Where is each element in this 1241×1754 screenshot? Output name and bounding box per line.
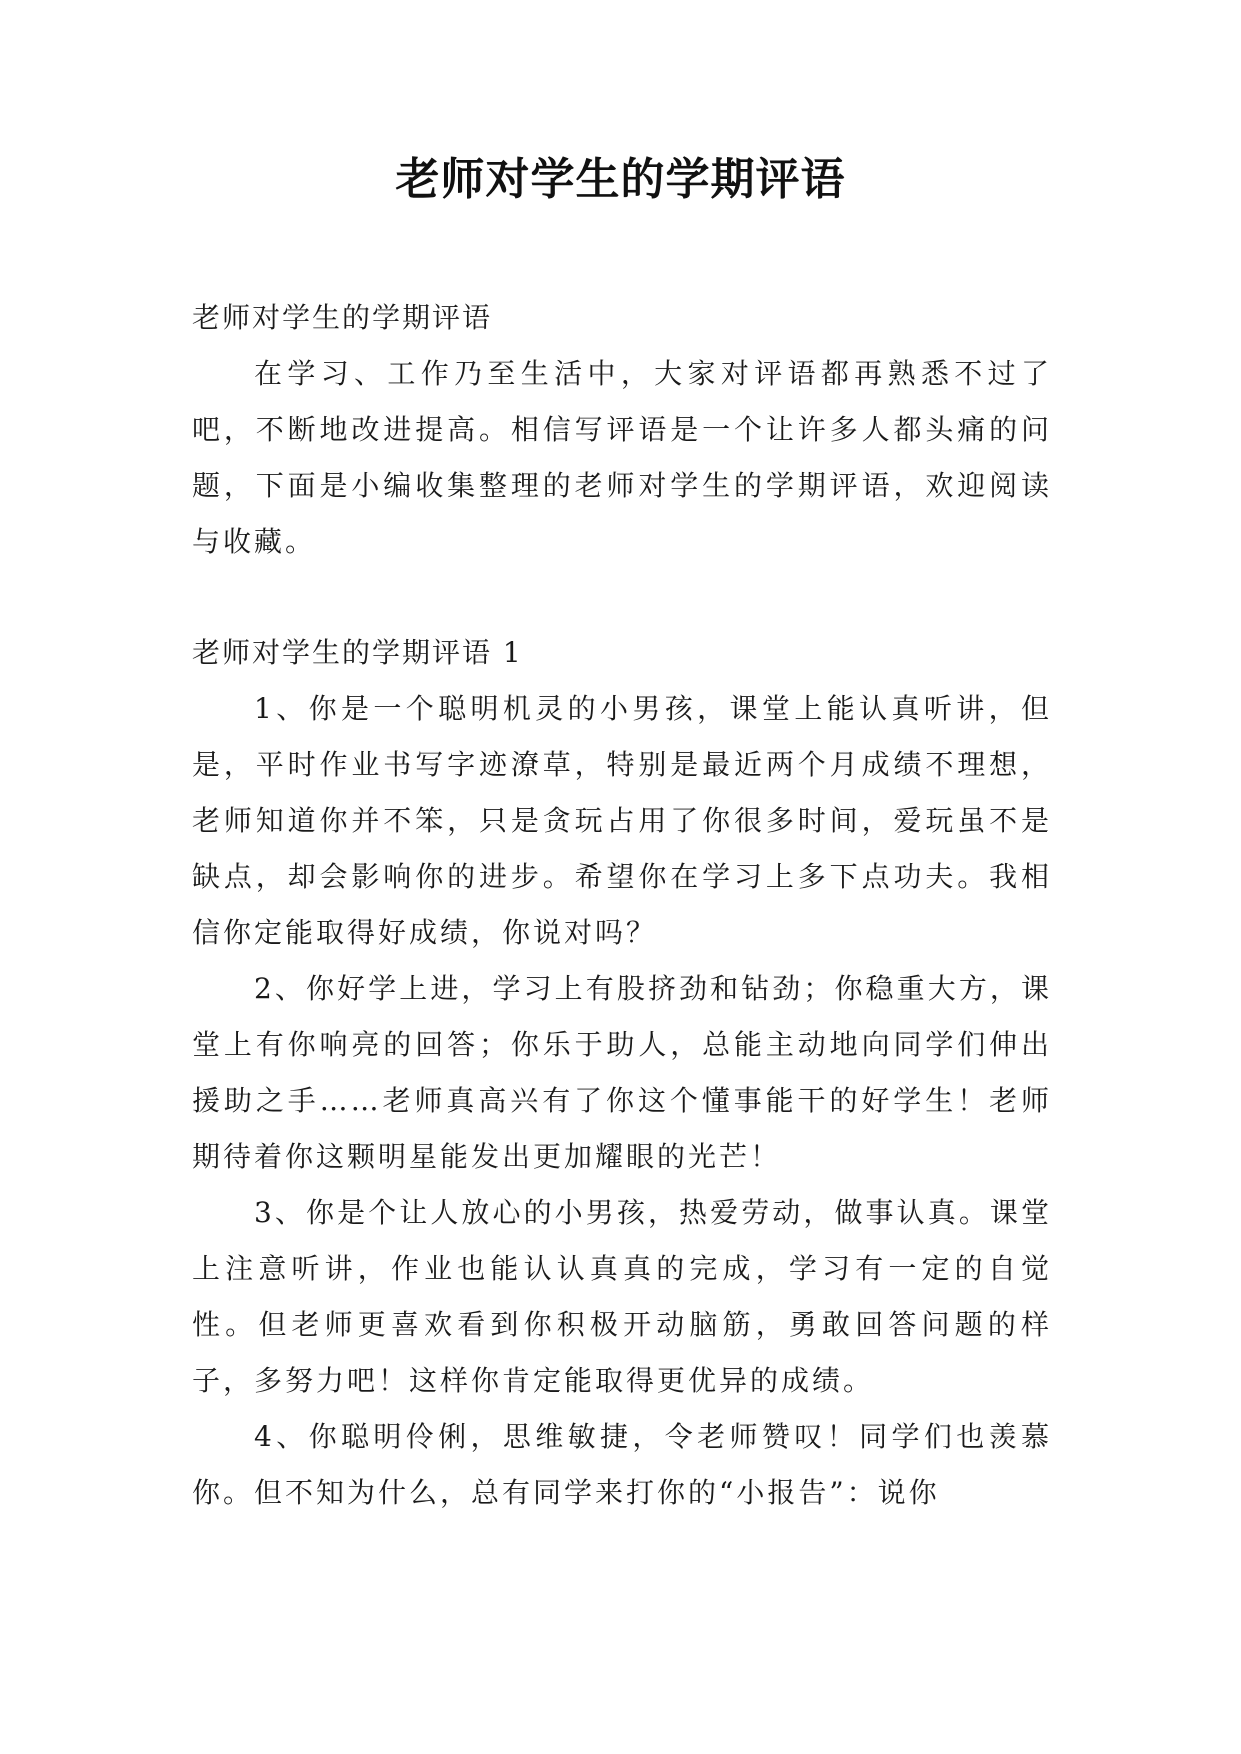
subtitle-line: 老师对学生的学期评语 [192, 301, 493, 334]
section-spacer [192, 570, 1052, 625]
document-title: 老师对学生的学期评语 [395, 154, 846, 205]
comment-paragraph-2: 2、你好学上进，学习上有股挤劲和钻劲；你稳重大方，课堂上有你响亮的回答；你乐于助人，总能主动地向同学们伸出援助之手……老师真高兴有了你这个懂事能干的好学生！老师期待着你这颗明星能发出更加耀眼的光芒！ [192, 972, 1052, 1173]
comment-paragraph-3: 3、你是个让人放心的小男孩，热爱劳动，做事认真。课堂上注意听讲，作业也能认认真真的完成，学习有一定的自觉性。但老师更喜欢看到你积极开动脑筋，勇敢回答问题的样子，多努力吧！这样你肯定能取得更优异的成绩。 [192, 1196, 1052, 1397]
comment-paragraph-4: 4、你聪明伶俐，思维敏捷，令老师赞叹！同学们也羡慕你。但不知为什么，总有同学来打你的“小报告”：说你 [192, 1420, 1052, 1509]
document-body [192, 290, 1052, 1521]
section-heading: 老师对学生的学期评语 1 [192, 636, 523, 669]
intro-paragraph: 在学习、工作乃至生活中，大家对评语都再熟悉不过了吧，不断地改进提高。相信写评语是一个让许多人都头痛的问题，下面是小编收集整理的老师对学生的学期评语，欢迎阅读与收藏。 [192, 357, 1052, 558]
comment-paragraph-1: 1、你是一个聪明机灵的小男孩，课堂上能认真听讲，但是，平时作业书写字迹潦草，特别是最近两个月成绩不理想，老师知道你并不笨，只是贪玩占用了你很多时间，爱玩虽不是缺点，却会影响你的进步。希望你在学习上多下点功夫。我相信你定能取得好成绩，你说对吗？ [192, 692, 1052, 949]
